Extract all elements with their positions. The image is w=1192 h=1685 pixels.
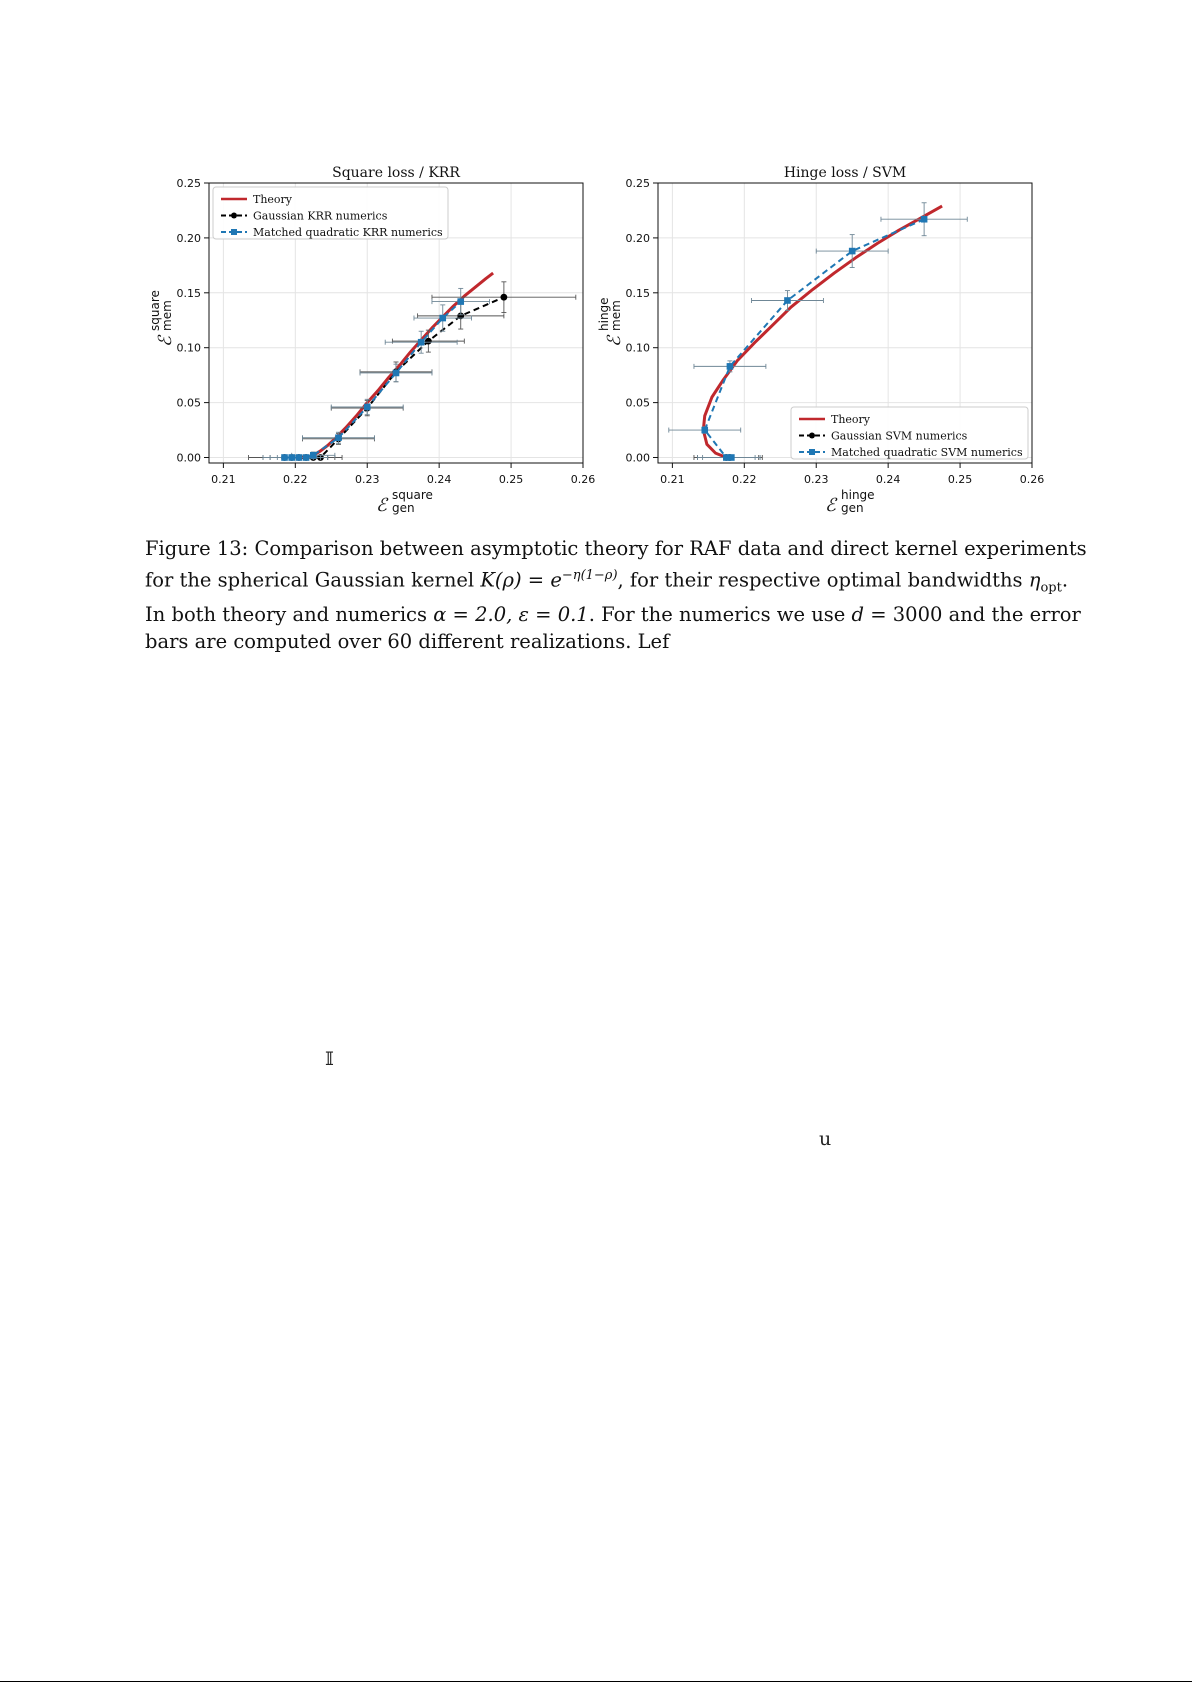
caption-text: . [1061, 568, 1069, 592]
x-tick-label: 0.24 [426, 473, 452, 486]
caption-line-2 [145, 562, 1069, 601]
caption-text: , for their respective optimal bandwidths [617, 568, 1029, 592]
legend-label: Theory [253, 193, 293, 206]
legend-label: Matched quadratic SVM numerics [831, 446, 1023, 459]
matched-marker [849, 248, 856, 255]
gaussian-marker [500, 294, 507, 301]
caption-math-eta: η [1028, 568, 1041, 592]
y-tick-label: 0.25 [176, 177, 201, 190]
x-tick-label: 0.22 [732, 473, 757, 486]
x-axis-label: ℰ [825, 495, 836, 516]
x-tick-label: 0.26 [1019, 473, 1045, 486]
caption-math-kernel: K(ρ) = e [480, 568, 562, 592]
y-tick-label: 0.05 [625, 396, 650, 410]
caption-text: = 3000 and the error [864, 603, 1081, 627]
legend-label: Matched quadratic KRR numerics [253, 226, 443, 239]
legend-swatch-marker [809, 433, 815, 439]
stray-glyph-1: 𝕀 [325, 1048, 334, 1070]
y-axis-label: ℰ [604, 336, 625, 347]
y-axis-label-sub: mem [609, 300, 623, 331]
y-tick-label: 0.00 [625, 451, 650, 465]
matched-marker [393, 370, 400, 377]
matched-marker [335, 434, 342, 441]
chart-left [148, 165, 595, 516]
legend-swatch-marker [809, 449, 815, 455]
chart-title: Square loss / KRR [332, 165, 460, 181]
chart-title: Hinge loss / SVM [783, 165, 907, 181]
caption-line-4: bars are computed over 60 different realizations. Lef [145, 630, 670, 654]
caption-line-3 [145, 601, 1081, 628]
matched-marker [364, 404, 371, 411]
chart-right [597, 165, 1044, 516]
matched-marker [727, 363, 734, 370]
matched-marker [921, 216, 928, 223]
matched-marker [784, 297, 791, 304]
y-tick-label: 0.15 [625, 286, 650, 300]
x-tick-label: 0.23 [803, 473, 829, 486]
gaussian-curve [285, 297, 504, 457]
y-tick-label: 0.00 [176, 451, 201, 465]
caption-math-exponent: −η(1−ρ) [561, 568, 618, 583]
matched-marker [296, 454, 303, 461]
y-tick-label: 0.20 [625, 231, 650, 245]
x-axis-label-sup: square [392, 488, 433, 502]
y-axis-label-group [597, 297, 625, 347]
matched-marker [310, 452, 317, 459]
y-axis-label: ℰ [155, 336, 176, 347]
matched-marker [281, 454, 288, 461]
caption-math-params: α = 2.0, ε = 0.1 [433, 603, 589, 627]
matched-marker [303, 454, 310, 461]
legend-swatch-marker [231, 229, 237, 235]
y-axis-label-sup: square [148, 290, 162, 331]
y-tick-label: 0.05 [176, 396, 201, 410]
x-tick-label: 0.21 [211, 473, 236, 486]
x-axis-label-sub: gen [841, 501, 864, 515]
y-axis-label-sub: mem [160, 300, 174, 331]
matched-marker [439, 315, 446, 322]
legend-label: Gaussian KRR numerics [253, 209, 388, 223]
footer-rule [0, 1681, 1192, 1682]
figure-panels [0, 0, 1192, 535]
x-axis-label: ℰ [376, 495, 387, 516]
gaussian-marker [425, 338, 432, 345]
matched-marker [723, 454, 730, 461]
legend-label: Theory [831, 413, 871, 426]
x-tick-label: 0.24 [875, 473, 901, 486]
x-tick-label: 0.26 [570, 473, 596, 486]
x-tick-label: 0.25 [498, 473, 524, 486]
y-tick-label: 0.10 [625, 341, 650, 355]
stray-glyph-2: u [819, 1128, 832, 1150]
figure-caption [145, 535, 1087, 655]
y-tick-label: 0.25 [625, 177, 650, 190]
y-tick-label: 0.10 [176, 341, 201, 355]
caption-math-d: d [851, 603, 865, 627]
y-axis-label-group [148, 290, 176, 347]
matched-marker [701, 427, 708, 434]
x-axis-label-sup: hinge [841, 488, 875, 502]
legend-label: Gaussian SVM numerics [831, 429, 968, 443]
x-tick-label: 0.23 [354, 473, 380, 486]
legend-swatch-marker [231, 213, 237, 219]
matched-marker [457, 298, 464, 305]
x-axis-label-sub: gen [392, 501, 415, 515]
legend [213, 187, 448, 239]
matched-marker [418, 339, 425, 346]
caption-math-opt: opt [1040, 580, 1062, 596]
x-tick-label: 0.25 [947, 473, 973, 486]
y-tick-label: 0.15 [176, 286, 201, 300]
y-axis-label-sup: hinge [597, 297, 611, 331]
legend [791, 407, 1028, 459]
caption-text: for the spherical Gaussian kernel [145, 568, 481, 592]
caption-text: In both theory and numerics [145, 603, 434, 627]
caption-line-1: Figure 13: Comparison between asymptotic theory for RAF data and direct kernel experiments [145, 537, 1087, 560]
y-tick-label: 0.20 [176, 231, 201, 245]
matched-marker [288, 454, 295, 461]
caption-text: . For the numerics we use [588, 603, 852, 627]
x-tick-label: 0.21 [660, 473, 685, 486]
x-tick-label: 0.22 [283, 473, 308, 486]
